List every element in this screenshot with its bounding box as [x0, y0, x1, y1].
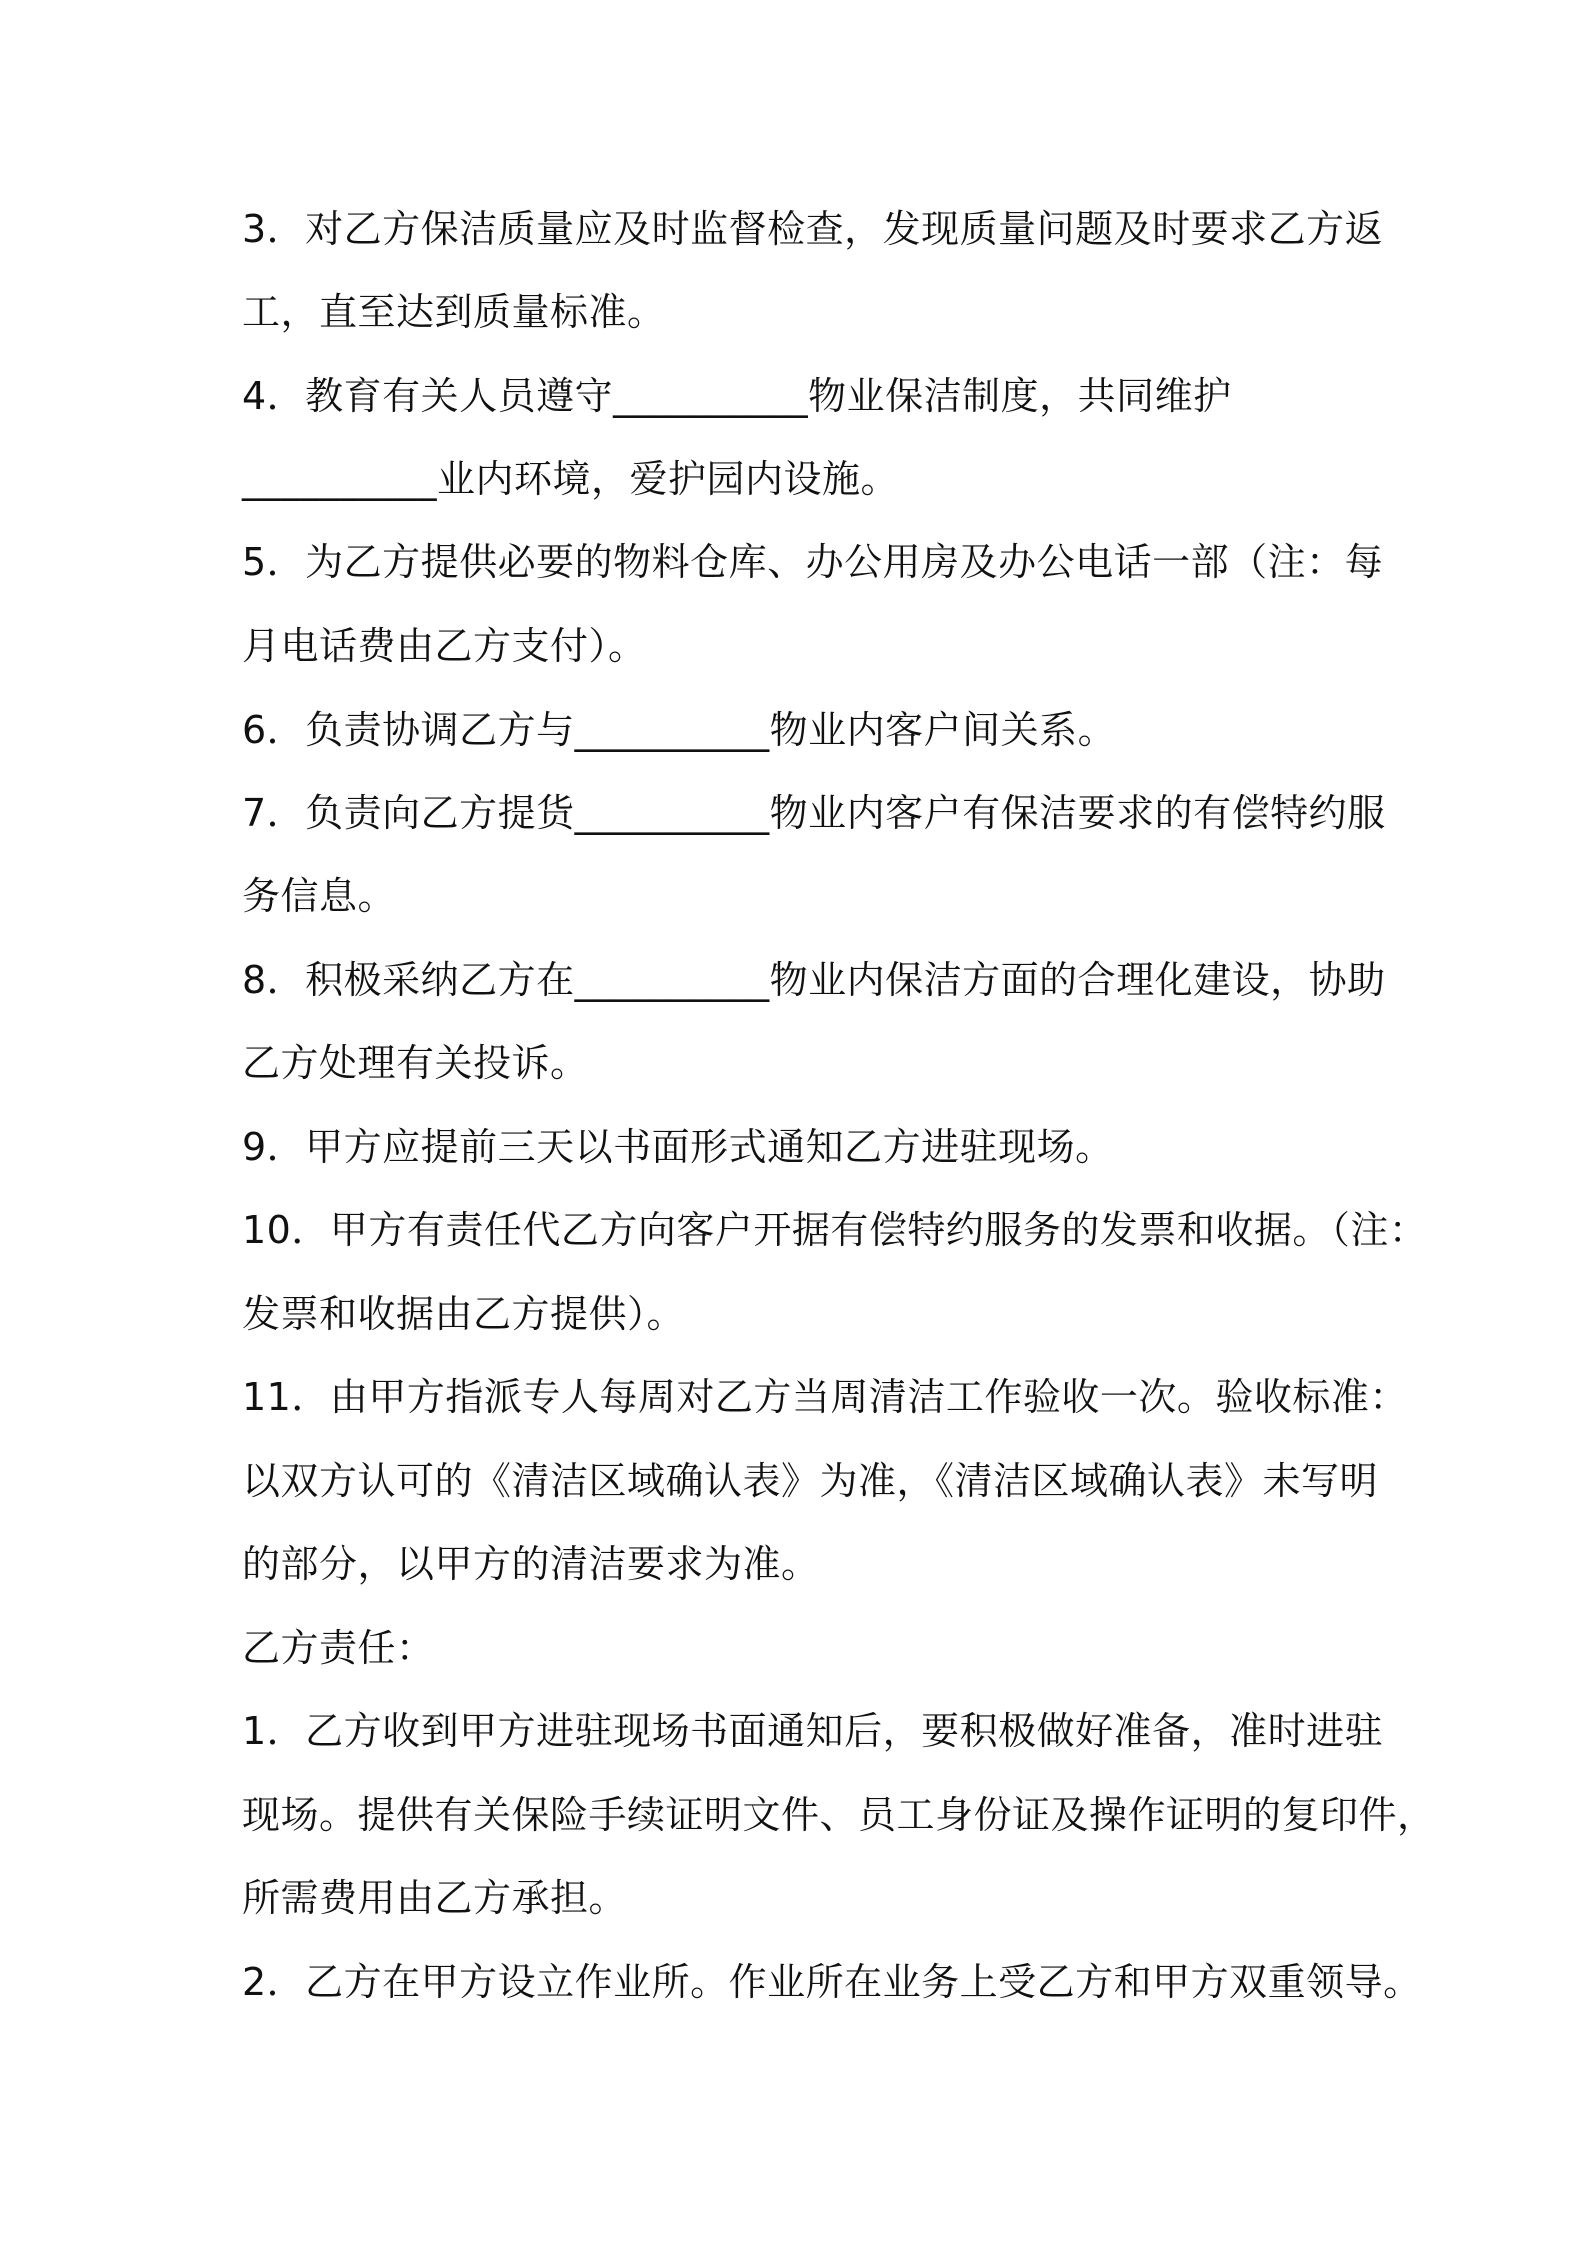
- text-line: 7．负责向乙方提货__________物业内客户有保洁要求的有偿特约服: [242, 791, 1386, 835]
- text-line: 9．甲方应提前三天以书面形式通知乙方进驻现场。: [242, 1125, 1114, 1169]
- text-line: 5．为乙方提供必要的物料仓库、办公用房及办公电话一部（注：每: [242, 540, 1384, 584]
- text-line: 所需费用由乙方承担。: [242, 1876, 628, 1920]
- section-heading: 乙方责任：: [242, 1626, 435, 1670]
- text-line: 2．乙方在甲方设立作业所。作业所在业务上受乙方和甲方双重领导。: [242, 1960, 1422, 2004]
- text-line: 6．负责协调乙方与__________物业内客户间关系。: [242, 708, 1117, 752]
- text-line: 以双方认可的《清洁区域确认表》为准，《清洁区域确认表》未写明: [242, 1459, 1379, 1503]
- text-line: 8．积极采纳乙方在__________物业内保洁方面的合理化建设，协助: [242, 958, 1386, 1002]
- text-line: 的部分，以甲方的清洁要求为准。: [242, 1542, 820, 1586]
- text-line: 现场。提供有关保险手续证明文件、员工身份证及操作证明的复印件，: [242, 1793, 1436, 1837]
- text-line: 发票和收据由乙方提供）。: [242, 1292, 686, 1336]
- text-line: 10．甲方有责任代乙方向客户开据有偿特约服务的发票和收据。（注：: [242, 1208, 1428, 1252]
- text-line: 4．教育有关人员遵守__________物业保洁制度，共同维护: [242, 374, 1232, 418]
- text-line: 工，直至达到质量标准。: [242, 290, 666, 334]
- text-line: 3．对乙方保洁质量应及时监督检查，发现质量问题及时要求乙方返: [242, 207, 1384, 251]
- text-line: 1．乙方收到甲方进驻现场书面通知后，要积极做好准备，准时进驻: [242, 1709, 1384, 1753]
- text-line: 11．由甲方指派专人每周对乙方当周清洁工作验收一次。验收标准：: [242, 1375, 1408, 1419]
- text-line: __________业内环境，爱护园内设施。: [242, 457, 900, 501]
- text-line: 务信息。: [242, 874, 397, 918]
- text-line: 月电话费由乙方支付）。: [242, 624, 647, 668]
- text-line: 乙方处理有关投诉。: [242, 1041, 589, 1085]
